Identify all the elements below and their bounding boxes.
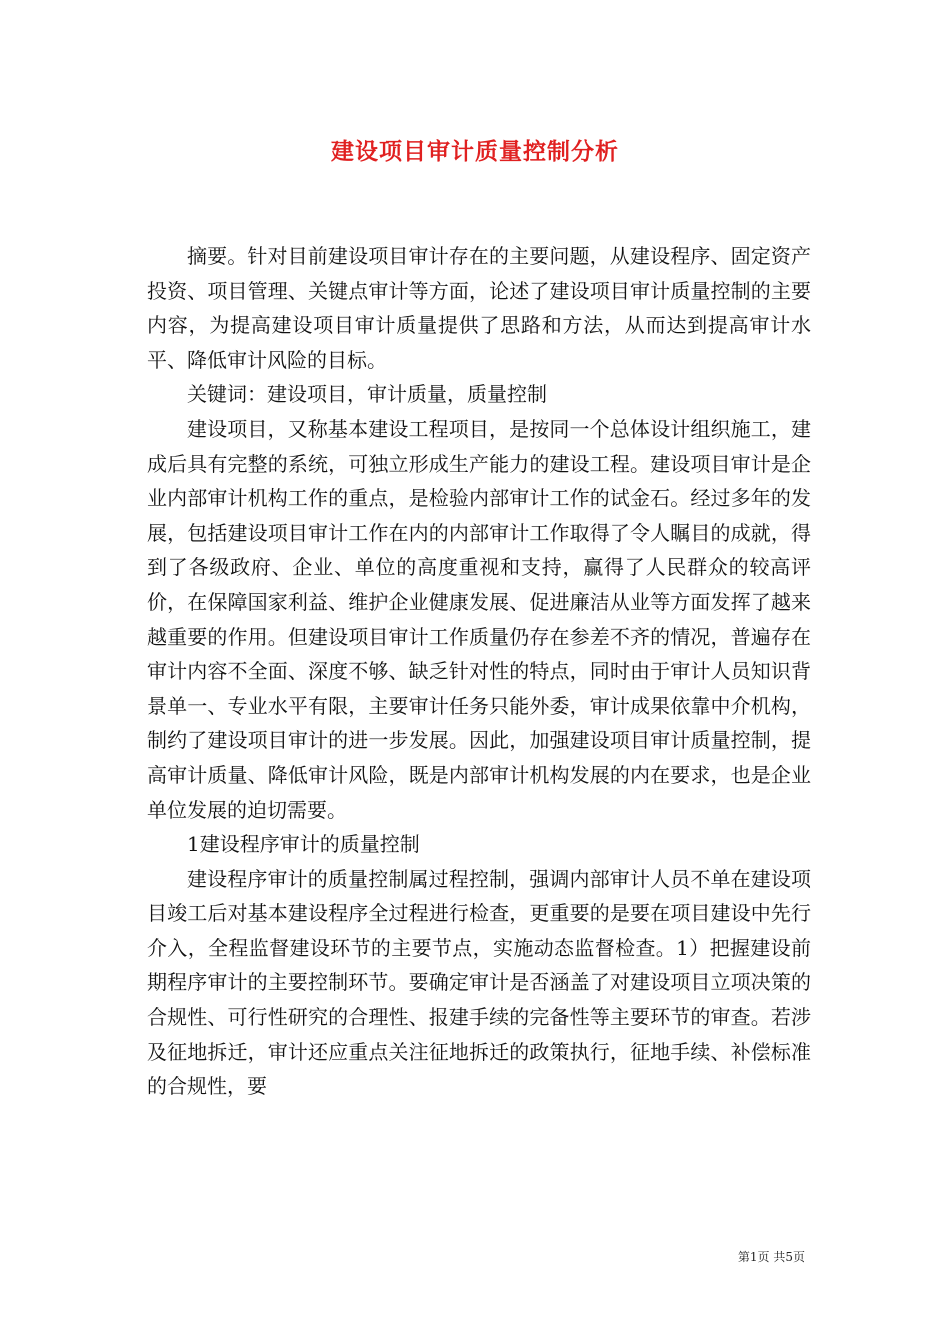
abstract-paragraph: 摘要。针对目前建设项目审计存在的主要问题，从建设程序、固定资产投资、项目管理、关键点审计等方面，论述了建设项目审计质量控制的主要内容，为提高建设项目审计质量提供了思路和方法，从而达到提高审计水平、降低审计风险的目标。	[147, 244, 811, 372]
section-heading: 1建设程序审计的质量控制	[187, 832, 420, 857]
section-paragraph: 建设程序审计的质量控制属过程控制，强调内部审计人员不单在建设项目竣工后对基本建设程序全过程进行检查，更重要的是要在项目建设中先行介入，全程监督建设环节的主要节点，实施动态监督检查。1）把握建设前期程序审计的主要控制环节。要确定审计是否涵盖了对建设项目立项决策的合规性、可行性研究的合理性、报建手续的完备性等主要环节的审查。若涉及征地拆迁，审计还应重点关注征地拆迁的政策执行，征地手续、补偿标准的合规性，要	[147, 866, 811, 1099]
document-title: 建设项目审计质量控制分析	[331, 138, 619, 165]
page-number: 第1页 共5页	[737, 1250, 805, 1264]
intro-paragraph: 建设项目，又称基本建设工程项目，是按同一个总体设计组织施工，建成后具有完整的系统，可独立形成生产能力的建设工程。建设项目审计是企业内部审计机构工作的重点，是检验内部审计工作的试金石。经过多年的发展，包括建设项目审计工作在内的内部审计工作取得了令人瞩目的成就，得到了各级政府、企业、单位的高度重视和支持，赢得了人民群众的较高评价，在保障国家利益、维护企业健康发展、促进廉洁从业等方面发挥了越来越重要的作用。但建设项目审计工作质量仍存在参差不齐的情况，普遍存在审计内容不全面、深度不够、缺乏针对性的特点，同时由于审计人员知识背景单一、专业水平有限，主要审计任务只能外委，审计成果依靠中介机构，制约了建设项目审计的进一步发展。因此，加强建设项目审计质量控制，提高审计质量、降低审计风险，既是内部审计机构发展的内在要求，也是企业单位发展的迫切需要。	[147, 416, 811, 822]
document-body	[147, 239, 811, 1104]
keywords-line: 关键词：建设项目，审计质量，质量控制	[187, 382, 547, 407]
